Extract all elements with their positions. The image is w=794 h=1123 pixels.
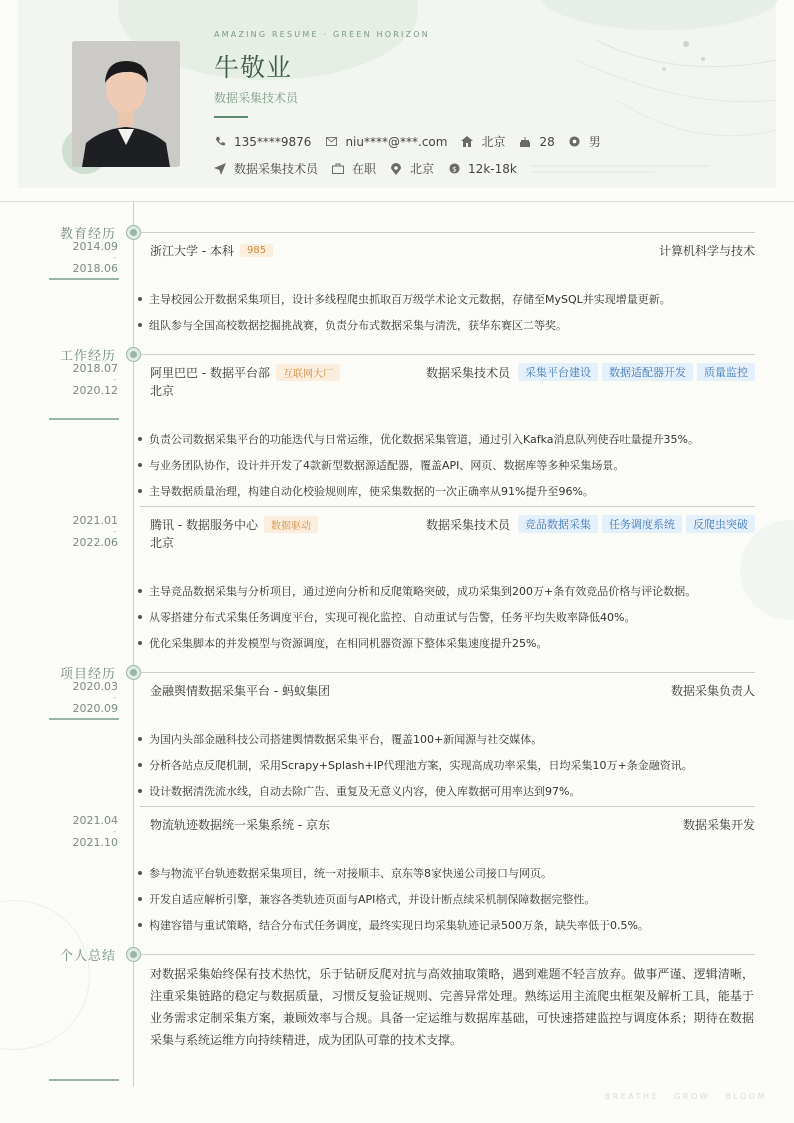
list-item: 组队参与全国高校数据挖掘挑战赛，负责分布式数据采集与清洗，获华东赛区二等奖。 xyxy=(138,317,567,333)
work-company: 阿里巴巴 - 数据平台部 互联网大厂 xyxy=(150,364,340,381)
list-item: 主导数据质量治理，构建自动化校验规则库，使采集数据的一次正确率从91%提升至96%。 xyxy=(138,483,594,499)
date-separator: - xyxy=(113,527,116,536)
job-info-row xyxy=(214,160,531,177)
home-icon xyxy=(461,136,473,148)
skill-tag: 任务调度系统 xyxy=(602,515,682,533)
list-item: 设计数据清洗流水线，自动去除广告、重复及无意义内容，使入库数据可用率达到97%。 xyxy=(138,783,580,799)
bg-decor-blob xyxy=(740,520,794,620)
briefcase-icon xyxy=(332,163,344,175)
contact-gender: 男 xyxy=(569,133,601,150)
money-icon xyxy=(448,163,460,175)
section-underline xyxy=(49,718,119,720)
skill-tag: 竞品数据采集 xyxy=(518,515,598,533)
skill-tag: 采集平台建设 xyxy=(518,363,598,381)
entry-rule xyxy=(140,672,755,673)
contact-email: niu****@***.com xyxy=(325,135,447,149)
project-name: 金融舆情数据采集平台 - 蚂蚁集团 xyxy=(150,684,330,698)
contact-phone: 135****9876 xyxy=(214,135,311,149)
section-underline xyxy=(49,1079,119,1081)
list-item: 为国内头部金融科技公司搭建舆情数据采集平台，覆盖100+新闻源与社交媒体。 xyxy=(138,731,542,747)
timeline-dot xyxy=(127,948,140,961)
resume-tagline: AMAZING RESUME · GREEN HORIZON xyxy=(214,30,430,39)
section-title-summary: 个人总结 xyxy=(59,949,116,964)
date-end: 2021.10 xyxy=(72,836,118,849)
date-separator: - xyxy=(113,375,116,384)
entry-rule xyxy=(140,954,755,955)
date-end: 2020.12 xyxy=(72,384,118,397)
contact-row xyxy=(214,133,615,150)
phone-icon xyxy=(214,136,226,148)
gender-icon xyxy=(569,136,581,148)
list-item: 负责公司数据采集平台的功能迭代与日常运维，优化数据采集管道，通过引入Kafka消息队列使吞吐量提升35%。 xyxy=(138,431,699,447)
svg-text:$: $ xyxy=(451,164,457,174)
work-role-tags: 数据采集技术员 竞品数据采集 任务调度系统 反爬虫突破 xyxy=(426,515,755,533)
entry-rule xyxy=(140,232,755,233)
education-major: 计算机科学与技术 xyxy=(658,244,755,258)
work-company: 腾讯 - 数据服务中心 数据驱动 xyxy=(150,516,318,533)
list-item: 主导竞品数据采集与分析项目，通过逆向分析和反爬策略突破，成功采集到200万+条有效竞品价格与评论数据。 xyxy=(138,583,696,599)
work-location: 北京 xyxy=(150,536,175,550)
skill-tag: 反爬虫突破 xyxy=(686,515,755,533)
entry-rule xyxy=(140,806,755,807)
date-end: 2018.06 xyxy=(72,262,118,275)
skill-tag: 数据适配器开发 xyxy=(602,363,693,381)
job-status: 在职 xyxy=(332,160,376,177)
date-separator: - xyxy=(113,693,116,702)
footer-motto: BREATHE · GROW · BLOOM xyxy=(604,1092,767,1101)
school-badge: 985 xyxy=(240,244,273,257)
header-divider xyxy=(0,201,794,202)
list-item: 分析各站点反爬机制，采用Scrapy+Splash+IP代理池方案，实现高成功率采集，日均采集10万+条金融资讯。 xyxy=(138,757,693,773)
skill-tag: 质量监控 xyxy=(697,363,755,381)
list-item: 开发自适应解析引擎，兼容各类轨迹页面与API格式，并设计断点续采机制保障数据完整性。 xyxy=(138,891,595,907)
date-start: 2021.04 xyxy=(72,814,118,827)
date-end: 2022.06 xyxy=(72,536,118,549)
list-item: 与业务团队协作，设计并开发了4款新型数据源适配器，覆盖API、网页、数据库等多种采集场景。 xyxy=(138,457,624,473)
job-intent: 数据采集技术员 xyxy=(214,160,318,177)
list-item: 参与物流平台轨迹数据采集项目，统一对接顺丰、京东等8家快递公司接口与网页。 xyxy=(138,865,552,881)
date-start: 2018.07 xyxy=(72,362,118,375)
list-item: 优化采集脚本的并发模型与资源调度，在相同机器资源下整体采集速度提升25%。 xyxy=(138,635,547,651)
work-role-tags: 数据采集技术员 采集平台建设 数据适配器开发 质量监控 xyxy=(426,363,755,381)
project-role: 数据采集负责人 xyxy=(670,684,755,698)
job-salary: $ 12k-18k xyxy=(448,162,517,176)
section-title-work: 工作经历 xyxy=(59,349,116,364)
date-end: 2020.09 xyxy=(72,702,118,715)
list-item: 从零搭建分布式采集任务调度平台，实现可视化监控、自动重试与告警，任务平均失败率降低40%。 xyxy=(138,609,635,625)
job-title: 数据采集技术员 xyxy=(214,91,299,105)
mail-icon xyxy=(325,136,337,148)
section-underline xyxy=(49,418,119,420)
list-item: 构建容错与重试策略，结合分布式任务调度，最终实现日均采集轨迹记录500万条，缺失率低于0.5%。 xyxy=(138,917,649,933)
contact-age: 28 xyxy=(519,135,554,149)
date-start: 2020.03 xyxy=(72,680,118,693)
job-location: 北京 xyxy=(390,160,434,177)
send-icon xyxy=(214,163,226,175)
section-underline xyxy=(49,278,119,280)
project-role: 数据采集开发 xyxy=(682,818,755,832)
project-name: 物流轨迹数据统一采集系统 - 京东 xyxy=(150,818,330,832)
section-title-education: 教育经历 xyxy=(59,227,116,242)
section-title-projects: 项目经历 xyxy=(59,667,116,682)
bg-decor-circle xyxy=(0,900,90,1050)
timeline-dot xyxy=(127,226,140,239)
name-underline xyxy=(214,116,248,118)
contact-home: 北京 xyxy=(461,133,505,150)
date-separator: - xyxy=(113,253,116,262)
date-start: 2021.01 xyxy=(72,514,118,527)
education-school: 浙江大学 - 本科 985 xyxy=(150,242,273,259)
list-item: 主导校园公开数据采集项目，设计多线程爬虫抓取百万级学术论文元数据，存储至MySQL并实现增量更新。 xyxy=(138,291,671,307)
date-separator: - xyxy=(113,827,116,836)
candidate-name: 牛敬业 xyxy=(214,53,293,82)
timeline-dot xyxy=(127,348,140,361)
header-decor-rules xyxy=(530,160,720,180)
date-start: 2014.09 xyxy=(72,240,118,253)
entry-rule xyxy=(140,354,755,355)
profile-photo xyxy=(72,41,180,167)
summary-text: 对数据采集始终保有技术热忱，乐于钻研反爬对抗与高效抽取策略，遇到难题不轻言放弃。做事严谨、逻辑清晰，注重采集链路的稳定与数据质量，习惯反复验证规则、完善异常处理。熟练运用主流爬虫框架及解析工具，能基于业务需求定制采集方案，兼顾效率与合规。具备一定运维与数据库基础，可快速搭建监控与调度体系；期待在数据采集与系统运维方向持续精进，成为团队可靠的技术支撑。 xyxy=(150,967,754,1047)
cake-icon xyxy=(519,136,531,148)
company-badge: 互联网大厂 xyxy=(276,364,340,381)
entry-rule xyxy=(140,506,755,507)
location-pin-icon xyxy=(390,163,402,175)
timeline-dot xyxy=(127,666,140,679)
work-location: 北京 xyxy=(150,384,175,398)
company-badge: 数据驱动 xyxy=(264,516,318,533)
